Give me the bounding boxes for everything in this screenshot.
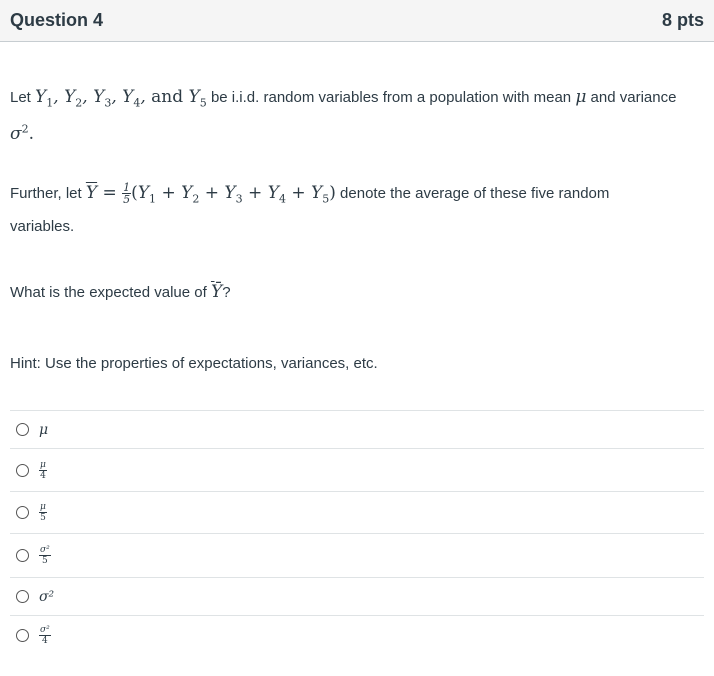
radio-button[interactable] — [16, 629, 29, 642]
answer-option-1[interactable] — [10, 410, 704, 448]
radio-button[interactable] — [16, 423, 29, 436]
answer-option-4[interactable] — [10, 533, 704, 577]
question-header — [0, 0, 714, 42]
math-sigma-squared: $\sigma^2$. — [10, 122, 35, 145]
answer-option-6[interactable] — [10, 615, 704, 655]
answer-option-5[interactable] — [10, 577, 704, 615]
answer-option-3[interactable] — [10, 491, 704, 533]
radio-button[interactable] — [16, 549, 29, 562]
answer-list — [10, 410, 704, 655]
question-title: Question 4 — [10, 10, 104, 30]
math-variables: $Y_1$, $Y_2$, $Y_3$, $Y_4$, and $Y_5$ — [35, 87, 207, 110]
question-paragraph-3: What is the expected value of $\overline{Ȳ}$? — [10, 282, 231, 302]
math-ybar: $\overline{Ȳ}$ — [210, 282, 223, 302]
answer-fraction: $\frac{\text{σ²}}{4}$ — [40, 625, 50, 646]
radio-button[interactable] — [16, 590, 29, 603]
question-points: 8 pts — [661, 10, 704, 30]
answer-label: μ — [39, 421, 49, 438]
radio-button[interactable] — [16, 506, 29, 519]
radio-button[interactable] — [16, 464, 29, 477]
math-mu: μ — [575, 87, 587, 107]
answer-option-2[interactable] — [10, 448, 704, 491]
answer-label: σ² — [39, 588, 55, 605]
hint-text: Hint: Use the properties of expectations, variances, etc. — [10, 355, 378, 372]
question-paragraph-1: Let $Y_1$, $Y_2$, $Y_3$, $Y_4$, and $Y_5$ be i.i.d. random variables from a population with mean μ and variance $\sigma^2$. — [10, 87, 677, 145]
answer-fraction: $\frac{\text{σ²}}{5}$ — [40, 545, 50, 566]
answer-fraction: $\frac{\mu}{4}$ — [40, 459, 46, 481]
question-paragraph-2: Further, let $\overline{Y}$ = $\frac{1}{5}$ $(Y_1 + Y_2 + Y_3 + Y_4 + Y_5)$ denote the average of these five random variables. — [10, 181, 610, 236]
math-ybar-definition: $\overline{Y}$ = $\frac{1}{5}$ $(Y_1 + Y_2 + Y_3 + Y_4 + Y_5)$ — [85, 181, 336, 206]
answer-fraction: $\frac{\mu}{5}$ — [40, 502, 46, 523]
